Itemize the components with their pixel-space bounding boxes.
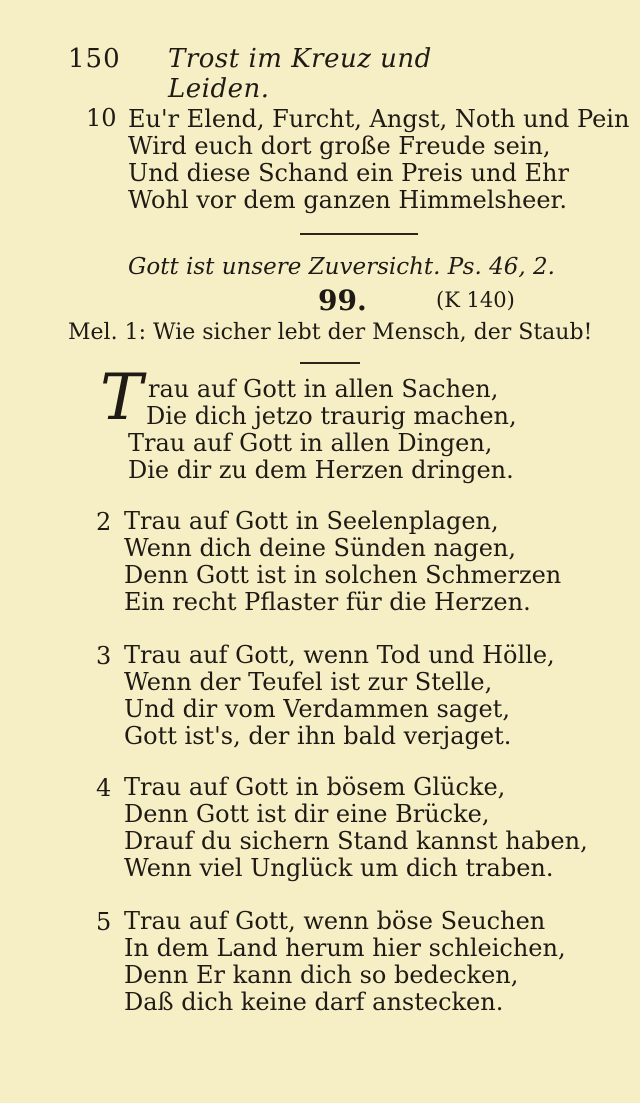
hymn-dedication: Gott ist unsere Zuversicht. Ps. 46, 2. [128, 254, 555, 280]
drop-cap: T [100, 361, 143, 435]
page-header [68, 44, 528, 104]
verse-line: Und diese Schand ein Preis und Ehr [128, 159, 569, 187]
verse-line: In dem Land herum hier schleichen, [124, 934, 566, 962]
running-title: Trost im Kreuz und Leiden. [168, 44, 432, 104]
stanza-number: 4 [96, 774, 112, 802]
verse-line: Trau auf Gott, wenn böse Seuchen [124, 907, 546, 935]
verse-line: Wenn dich deine Sünden nagen, [124, 534, 516, 562]
stanza-number: 5 [96, 908, 112, 936]
verse-line: rau auf Gott in allen Sachen, [148, 375, 499, 403]
verse-line: Wohl vor dem ganzen Himmelsheer. [128, 186, 568, 214]
verse-line: Drauf du sichern Stand kannst haben, [124, 827, 588, 855]
verse-line: Trau auf Gott in bösem Glücke, [124, 773, 506, 801]
verse-line: Trau auf Gott, wenn Tod und Hölle, [124, 641, 555, 669]
verse-line: Ein recht Pflaster für die Herzen. [124, 588, 531, 616]
hymn-number: 99. [318, 284, 367, 317]
melody-divider [300, 362, 360, 364]
hymn-reference: (K 140) [436, 288, 515, 312]
verse-line: Trau auf Gott in Seelenplagen, [124, 507, 499, 535]
verse-line: Eu'r Elend, Furcht, Angst, Noth und Pein [128, 105, 630, 133]
verse-line: Gott ist's, der ihn bald verjaget. [124, 722, 512, 750]
verse-line: Denn Er kann dich so bedecken, [124, 961, 519, 989]
verse-line: Denn Gott ist dir eine Brücke, [124, 800, 490, 828]
verse-line: Daß dich keine darf anstecken. [124, 988, 504, 1016]
page-number: 150 [68, 44, 121, 74]
stanza-number: 2 [96, 508, 112, 536]
stanza-number: 10 [86, 104, 117, 132]
verse-line: Wenn der Teufel ist zur Stelle, [124, 668, 493, 696]
melody-line: Mel. 1: Wie sicher lebt der Mensch, der Staub! [68, 320, 593, 345]
verse-line: Die dir zu dem Herzen dringen. [128, 456, 514, 484]
verse-line: Die dich jetzo traurig machen, [146, 402, 517, 430]
stanza-number: 3 [96, 642, 112, 670]
verse-line: Trau auf Gott in allen Dingen, [128, 429, 493, 457]
verse-line: Denn Gott ist in solchen Schmerzen [124, 561, 562, 589]
verse-line: Wird euch dort große Freude sein, [128, 132, 551, 160]
section-divider [300, 233, 418, 235]
verse-line: Wenn viel Unglück um dich traben. [124, 854, 554, 882]
verse-line: Und dir vom Verdammen saget, [124, 695, 510, 723]
